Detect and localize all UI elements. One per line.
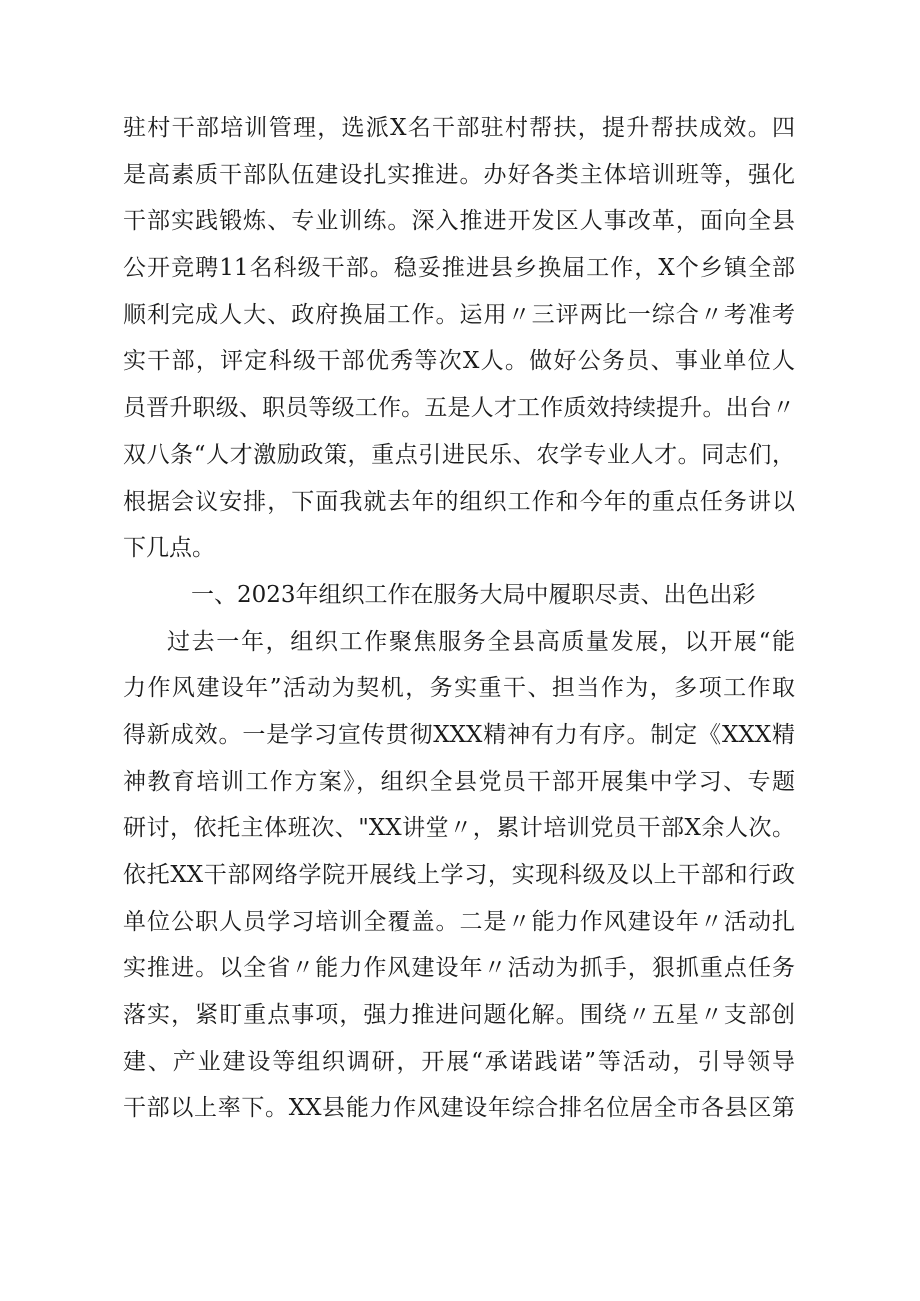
text-line: 研讨，依托主体班次、"XX讲堂〃，累计培训党员干部X余人次。 [123,815,795,842]
text-line: 根据会议安排，下面我就去年的组织工作和今年的重点任务讲以 [123,488,795,515]
text-line: 下几点。 [123,535,215,562]
text-line: 落实，紧盯重点事项，强力推进问题化解。围绕〃五星〃支部创 [123,1002,795,1029]
text-line: 实推进。以全省〃能力作风建设年〃活动为抓手，狠抓重点任务 [123,955,795,982]
text-line: 公开竞聘11名科级干部。稳妥推进县乡换届工作，X个乡镇全部 [123,255,795,282]
text-line: 员晋升职级、职员等级工作。五是人才工作质效持续提升。出台〃 [123,395,795,422]
text-line: 驻村干部培训管理，选派X名干部驻村帮扶，提升帮扶成效。四 [123,115,795,141]
text-line: 双八条“人才激励政策，重点引进民乐、农学专业人才。同志们， [123,441,795,468]
text-line: 得新成效。一是学习宣传贯彻XXX精神有力有序。制定《XXX精 [123,721,795,748]
text-line: 建、产业建设等组织调研，开展“承诺践诺”等活动，引导领导 [123,1048,795,1075]
text-line: 力作风建设年”活动为契机，务实重干、担当作为，多项工作取 [123,675,795,702]
text-line: 实干部，评定科级干部优秀等次X人。做好公务员、事业单位人 [123,348,795,375]
text-line: 干部以上率下。XX县能力作风建设年综合排名位居全市各县区第 [123,1095,795,1122]
text-line: 过去一年，组织工作聚焦服务全县高质量发展，以开展“能 [167,628,795,655]
section-heading: 一、2023年组织工作在服务大局中履职尽责、出色出彩 [191,581,756,608]
text-line: 是高素质干部队伍建设扎实推进。办好各类主体培训班等，强化 [123,161,795,188]
document-body [123,105,795,1132]
text-line: 顺利完成人大、政府换届工作。运用〃三评两比一综合〃考准考 [123,301,795,328]
text-line: 依托XX干部网络学院开展线上学习，实现科级及以上干部和行政 [123,862,795,888]
text-line: 单位公职人员学习培训全覆盖。二是〃能力作风建设年〃活动扎 [123,908,795,935]
text-line: 神教育培训工作方案》，组织全县党员干部开展集中学习、专题 [123,768,795,795]
text-line: 干部实践锻炼、专业训练。深入推进开发区人事改革，面向全县 [123,208,795,235]
